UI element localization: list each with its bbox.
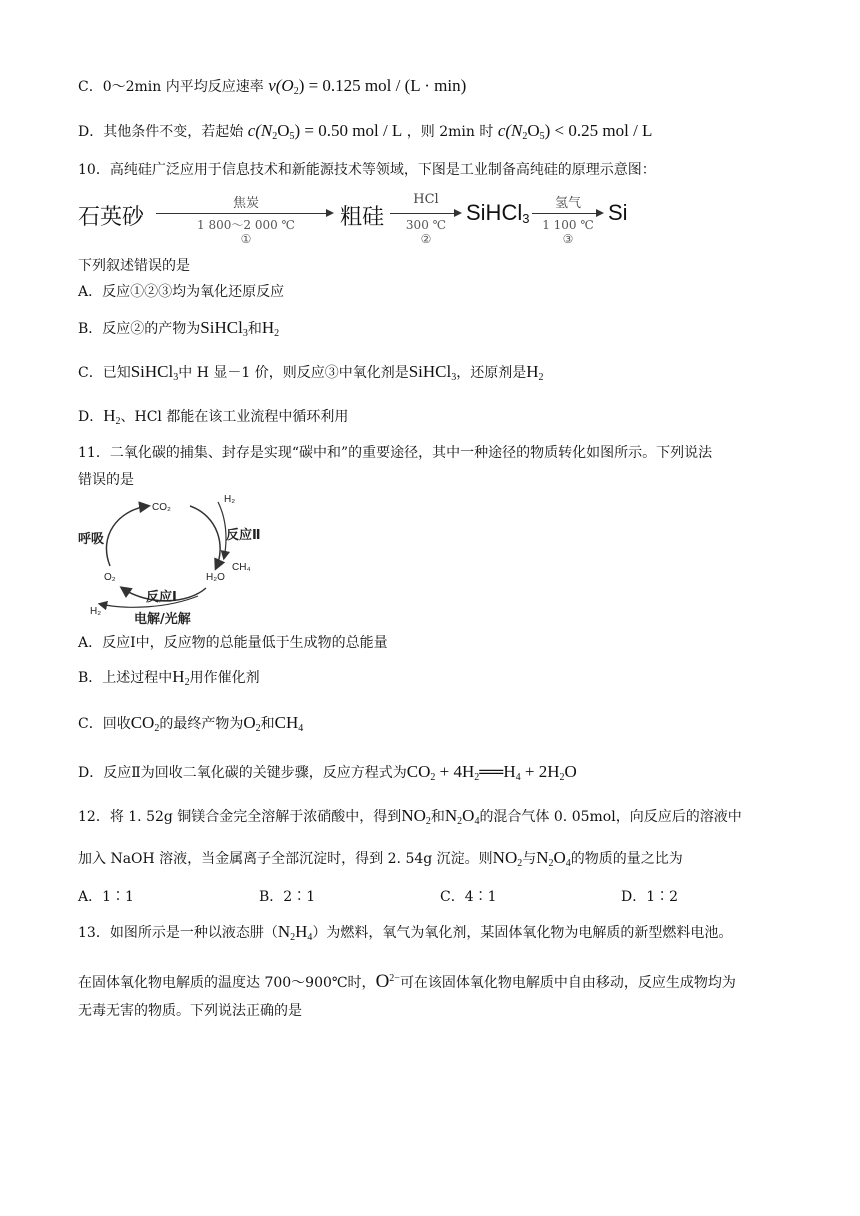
q11-option-c: C．回收$CO_2$的最终产物为$O_2$和$CH_4$: [78, 713, 304, 734]
cycle-reaction-1: 反应Ⅰ: [146, 590, 177, 605]
q10-flow-diagram-tail: [540, 190, 640, 250]
cycle-ch4: CH₄: [232, 562, 251, 573]
q10-option-a: A．反应①②③均为氧化还原反应: [78, 284, 285, 300]
q11-option-b: B．上述过程中$H_2$用作催化剂: [78, 667, 260, 688]
flow-arrow3-condition: 1 100 ℃ ③: [542, 218, 594, 246]
flow-node-quartz-sand: 石英砂: [78, 205, 145, 230]
flow-arrow1-reagent: 焦炭: [232, 196, 259, 211]
flow-arrow-2: [390, 213, 460, 214]
flow-arrow-3: [532, 213, 602, 214]
q10-option-b: B．反应②的产物为SiHCl$_3$和$H_2$: [78, 318, 280, 339]
flow-arrow-1: [156, 213, 332, 214]
q12-stem-line2: 加入 NaOH 溶液，当金属离子全部沉淀时，得到 2. 54g 沉淀。则$NO_2$与$N_2O_4$的物质的量之比为: [78, 848, 683, 869]
cycle-electrolysis: 电解/光解: [134, 612, 191, 627]
q12-stem-line1: 12．将 1. 52g 铜镁合金完全溶解于浓硝酸中，得到$NO_2$和$N_2O_4$的混合气体 0. 05mol，向反应后的溶液中: [78, 806, 742, 827]
q10-option-c: C．已知SiHCl$_3$中 H 显－1 价，则反应③中氧化剂是SiHCl$_3$，还原剂是$H_2$: [78, 362, 544, 383]
q9-option-d: D．其他条件不变，若起始 $c(N_2O_5) = 0.50$ mol / L ，则 2min 时 $c(N_2O_5) < 0.25$ mol / L: [78, 121, 653, 142]
cycle-arrows: [78, 488, 268, 628]
cycle-co2: CO₂: [152, 502, 171, 513]
cycle-h2-input: H₂: [224, 494, 236, 505]
q9-option-c: C．0～2min 内平均反应速率 $v(O_2) = 0.125$ mol / (L · min): [78, 76, 467, 97]
q13-stem-line3: 无毒无害的物质。下列说法正确的是: [78, 1003, 302, 1019]
q11-stem-line1: 11．二氧化碳的捕集、封存是实现“碳中和”的重要途径，其中一种途径的物质转化如图所示。下列说法: [78, 445, 713, 461]
cycle-o2: O₂: [104, 572, 116, 583]
q10-ask: 下列叙述错误的是: [78, 258, 190, 274]
q11-stem-line2: 错误的是: [78, 472, 134, 488]
cycle-h2-output: H₂: [90, 606, 102, 617]
q11-option-a: A．反应Ⅰ中，反应物的总能量低于生成物的总能量: [78, 635, 388, 651]
flow-node-silicon: Si: [608, 200, 628, 225]
flow-arrow1-condition: 1 800～2 000 ℃ ①: [197, 218, 295, 246]
q13-stem-line1: 13．如图所示是一种以液态肼$(N_2H_4)$为燃料，氧气为氧化剂，某固体氧化物为电解质的新型燃料电池。: [78, 922, 733, 943]
q12-option-a: A．1∶1: [78, 889, 134, 905]
q11-option-d: D．反应Ⅱ为回收二氧化碳的关键步骤，反应方程式为$CO_2$ + $4H_2══H_4 + 2H_2O$: [78, 762, 577, 783]
cycle-h2o: H₂O: [206, 572, 225, 583]
flow-arrow3-reagent-label: 氢气: [554, 196, 581, 211]
flow-node-sihcl3: SiHCl$_3$: [466, 200, 530, 226]
cycle-reaction-2: 反应Ⅱ: [226, 528, 261, 543]
q13-stem-line2: 在固体氧化物电解质的温度达 700～900℃时，$O^{2-}$可在该固体氧化物电解质中自由移动，反应生成物均为: [78, 971, 736, 992]
flow-arrow2-reagent: HCl: [413, 192, 439, 207]
q12-option-b: B．2∶1: [259, 889, 316, 905]
q10-flow-diagram: [78, 190, 598, 250]
q12-option-d: D．1∶2: [621, 889, 679, 905]
flow-node-crude-silicon: 粗硅: [340, 205, 385, 230]
flow-arrow2-condition: 300 ℃ ②: [405, 218, 447, 246]
q10-stem: 10．高纯硅广泛应用于信息技术和新能源技术等领域，下图是工业制备高纯硅的原理示意图：: [78, 162, 656, 178]
q10-option-d: D．$H_2$、HCl 都能在该工业流程中循环利用: [78, 406, 349, 427]
q11-cycle-diagram: [78, 488, 268, 628]
cycle-breathing: 呼吸: [78, 532, 105, 547]
q12-option-c: C．4∶1: [440, 889, 497, 905]
